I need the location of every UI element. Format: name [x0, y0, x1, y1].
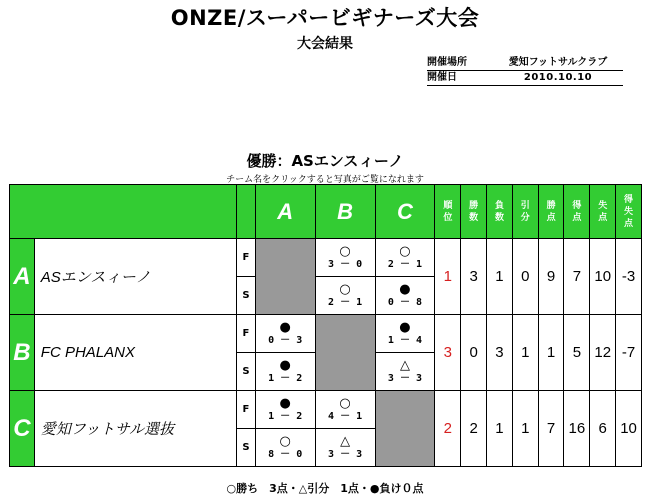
team-stat: 12	[590, 315, 616, 391]
team-rank: 1	[435, 239, 461, 315]
team-name-link[interactable]: 愛知フットサル選抜	[34, 391, 236, 467]
venue-info	[427, 56, 623, 86]
match-result-cell	[315, 391, 375, 429]
team-stat: 0	[512, 239, 538, 315]
result-symbol: ●	[399, 281, 411, 297]
venue-date-value: 2010.10.10	[523, 72, 593, 83]
match-result-cell	[255, 429, 315, 467]
photo-note: チーム名をクリックすると写真がご覧になれます	[226, 175, 424, 185]
table-row	[10, 315, 642, 353]
table-row	[10, 391, 642, 429]
team-stat: 10	[616, 391, 642, 467]
legend-text: ○勝ち 3点・△引分 1点・●負け０点	[226, 482, 424, 495]
team-stat: 1	[487, 239, 513, 315]
self-match-cell	[255, 239, 315, 315]
result-score: 3 － 3	[387, 372, 423, 384]
header-stat-1	[461, 185, 487, 239]
header-half-blank	[237, 185, 256, 239]
result-symbol: ○	[339, 395, 351, 411]
team-stat: 1	[512, 391, 538, 467]
match-result-cell	[375, 277, 435, 315]
header-stat-3	[512, 185, 538, 239]
team-name-link[interactable]: FC PHALANX	[34, 315, 236, 391]
match-result-cell	[375, 239, 435, 277]
header-stat-0	[435, 185, 461, 239]
header-stat-label: 負数	[494, 200, 504, 223]
team-stat: 7	[538, 391, 564, 467]
match-result-cell	[315, 429, 375, 467]
venue-place-row	[427, 56, 623, 71]
result-score: 3 － 0	[328, 258, 363, 270]
venue-place-label: 開催場所	[427, 57, 467, 68]
team-stat: 3	[461, 239, 487, 315]
result-symbol: ○	[279, 433, 291, 449]
result-symbol: ●	[279, 319, 291, 335]
team-letter-b: B	[10, 315, 35, 391]
result-symbol: ●	[279, 395, 291, 411]
match-result-cell	[255, 315, 315, 353]
match-result-cell	[255, 353, 315, 391]
team-stat: 0	[461, 315, 487, 391]
header-team-b: B	[315, 185, 375, 239]
result-score: 0 － 8	[387, 296, 423, 308]
result-symbol: ●	[399, 319, 411, 335]
header-stat-label: 勝点	[546, 200, 556, 223]
result-score: 0 － 3	[268, 334, 303, 346]
result-symbol: △	[340, 433, 351, 449]
team-stat: -7	[616, 315, 642, 391]
header-stat-6	[590, 185, 616, 239]
result-symbol: ○	[339, 243, 351, 259]
result-score: 2 － 1	[387, 258, 423, 270]
team-stat: 7	[564, 239, 590, 315]
self-match-cell	[375, 391, 435, 467]
match-result-cell	[375, 315, 435, 353]
result-symbol: ○	[339, 281, 351, 297]
result-symbol: △	[399, 357, 410, 373]
venue-date-row	[427, 71, 623, 86]
team-stat: 1	[487, 391, 513, 467]
header-stat-label: 得点	[572, 200, 582, 223]
half-label: F	[237, 239, 256, 277]
match-result-cell	[375, 353, 435, 391]
match-result-cell	[255, 391, 315, 429]
result-score: 1 － 4	[387, 334, 423, 346]
team-stat: 9	[538, 239, 564, 315]
page-title: ONZE/スーパービギナーズ大会	[170, 6, 480, 30]
champion-heading: 優勝：ASエンスィーノ	[246, 152, 404, 170]
result-score: 2 － 1	[328, 296, 363, 308]
half-label: S	[237, 429, 256, 467]
table-header-row	[10, 185, 642, 239]
team-stat: 10	[590, 239, 616, 315]
header-stat-label: 失点	[598, 200, 608, 223]
match-result-cell	[315, 239, 375, 277]
header-stat-label: 勝数	[469, 200, 479, 223]
team-stat: 5	[564, 315, 590, 391]
result-score: 1 － 2	[268, 372, 303, 384]
result-score: 4 － 1	[328, 410, 363, 422]
team-stat: 6	[590, 391, 616, 467]
header-stat-label: 引分	[520, 200, 530, 223]
team-rank: 3	[435, 315, 461, 391]
half-label: S	[237, 353, 256, 391]
header-stat-2	[487, 185, 513, 239]
result-score: 1 － 2	[268, 410, 303, 422]
team-stat: 3	[487, 315, 513, 391]
team-stat: -3	[616, 239, 642, 315]
venue-date-label: 開催日	[427, 72, 457, 83]
team-letter-c: C	[10, 391, 35, 467]
result-score: 3 － 3	[328, 448, 363, 460]
table-row	[10, 239, 642, 277]
team-stat: 16	[564, 391, 590, 467]
header-team-c: C	[375, 185, 435, 239]
team-stat: 1	[512, 315, 538, 391]
page-subtitle: 大会結果	[297, 36, 353, 52]
result-symbol: ○	[399, 243, 411, 259]
self-match-cell	[315, 315, 375, 391]
half-label: S	[237, 277, 256, 315]
header-stat-label: 順位	[443, 200, 453, 223]
header-stat-7	[616, 185, 642, 239]
header-stat-4	[538, 185, 564, 239]
league-table	[9, 184, 642, 467]
team-name-link[interactable]: ASエンスィーノ	[34, 239, 236, 315]
team-letter-a: A	[10, 239, 35, 315]
half-label: F	[237, 315, 256, 353]
team-stat: 1	[538, 315, 564, 391]
header-blank	[10, 185, 237, 239]
result-symbol: ●	[279, 357, 291, 373]
venue-place-value: 愛知フットサルクラブ	[508, 57, 608, 68]
header-stat-5	[564, 185, 590, 239]
header-stat-label: 得失点	[624, 194, 634, 229]
header-team-a: A	[255, 185, 315, 239]
match-result-cell	[315, 277, 375, 315]
half-label: F	[237, 391, 256, 429]
team-stat: 2	[461, 391, 487, 467]
team-rank: 2	[435, 391, 461, 467]
result-score: 8 － 0	[268, 448, 303, 460]
